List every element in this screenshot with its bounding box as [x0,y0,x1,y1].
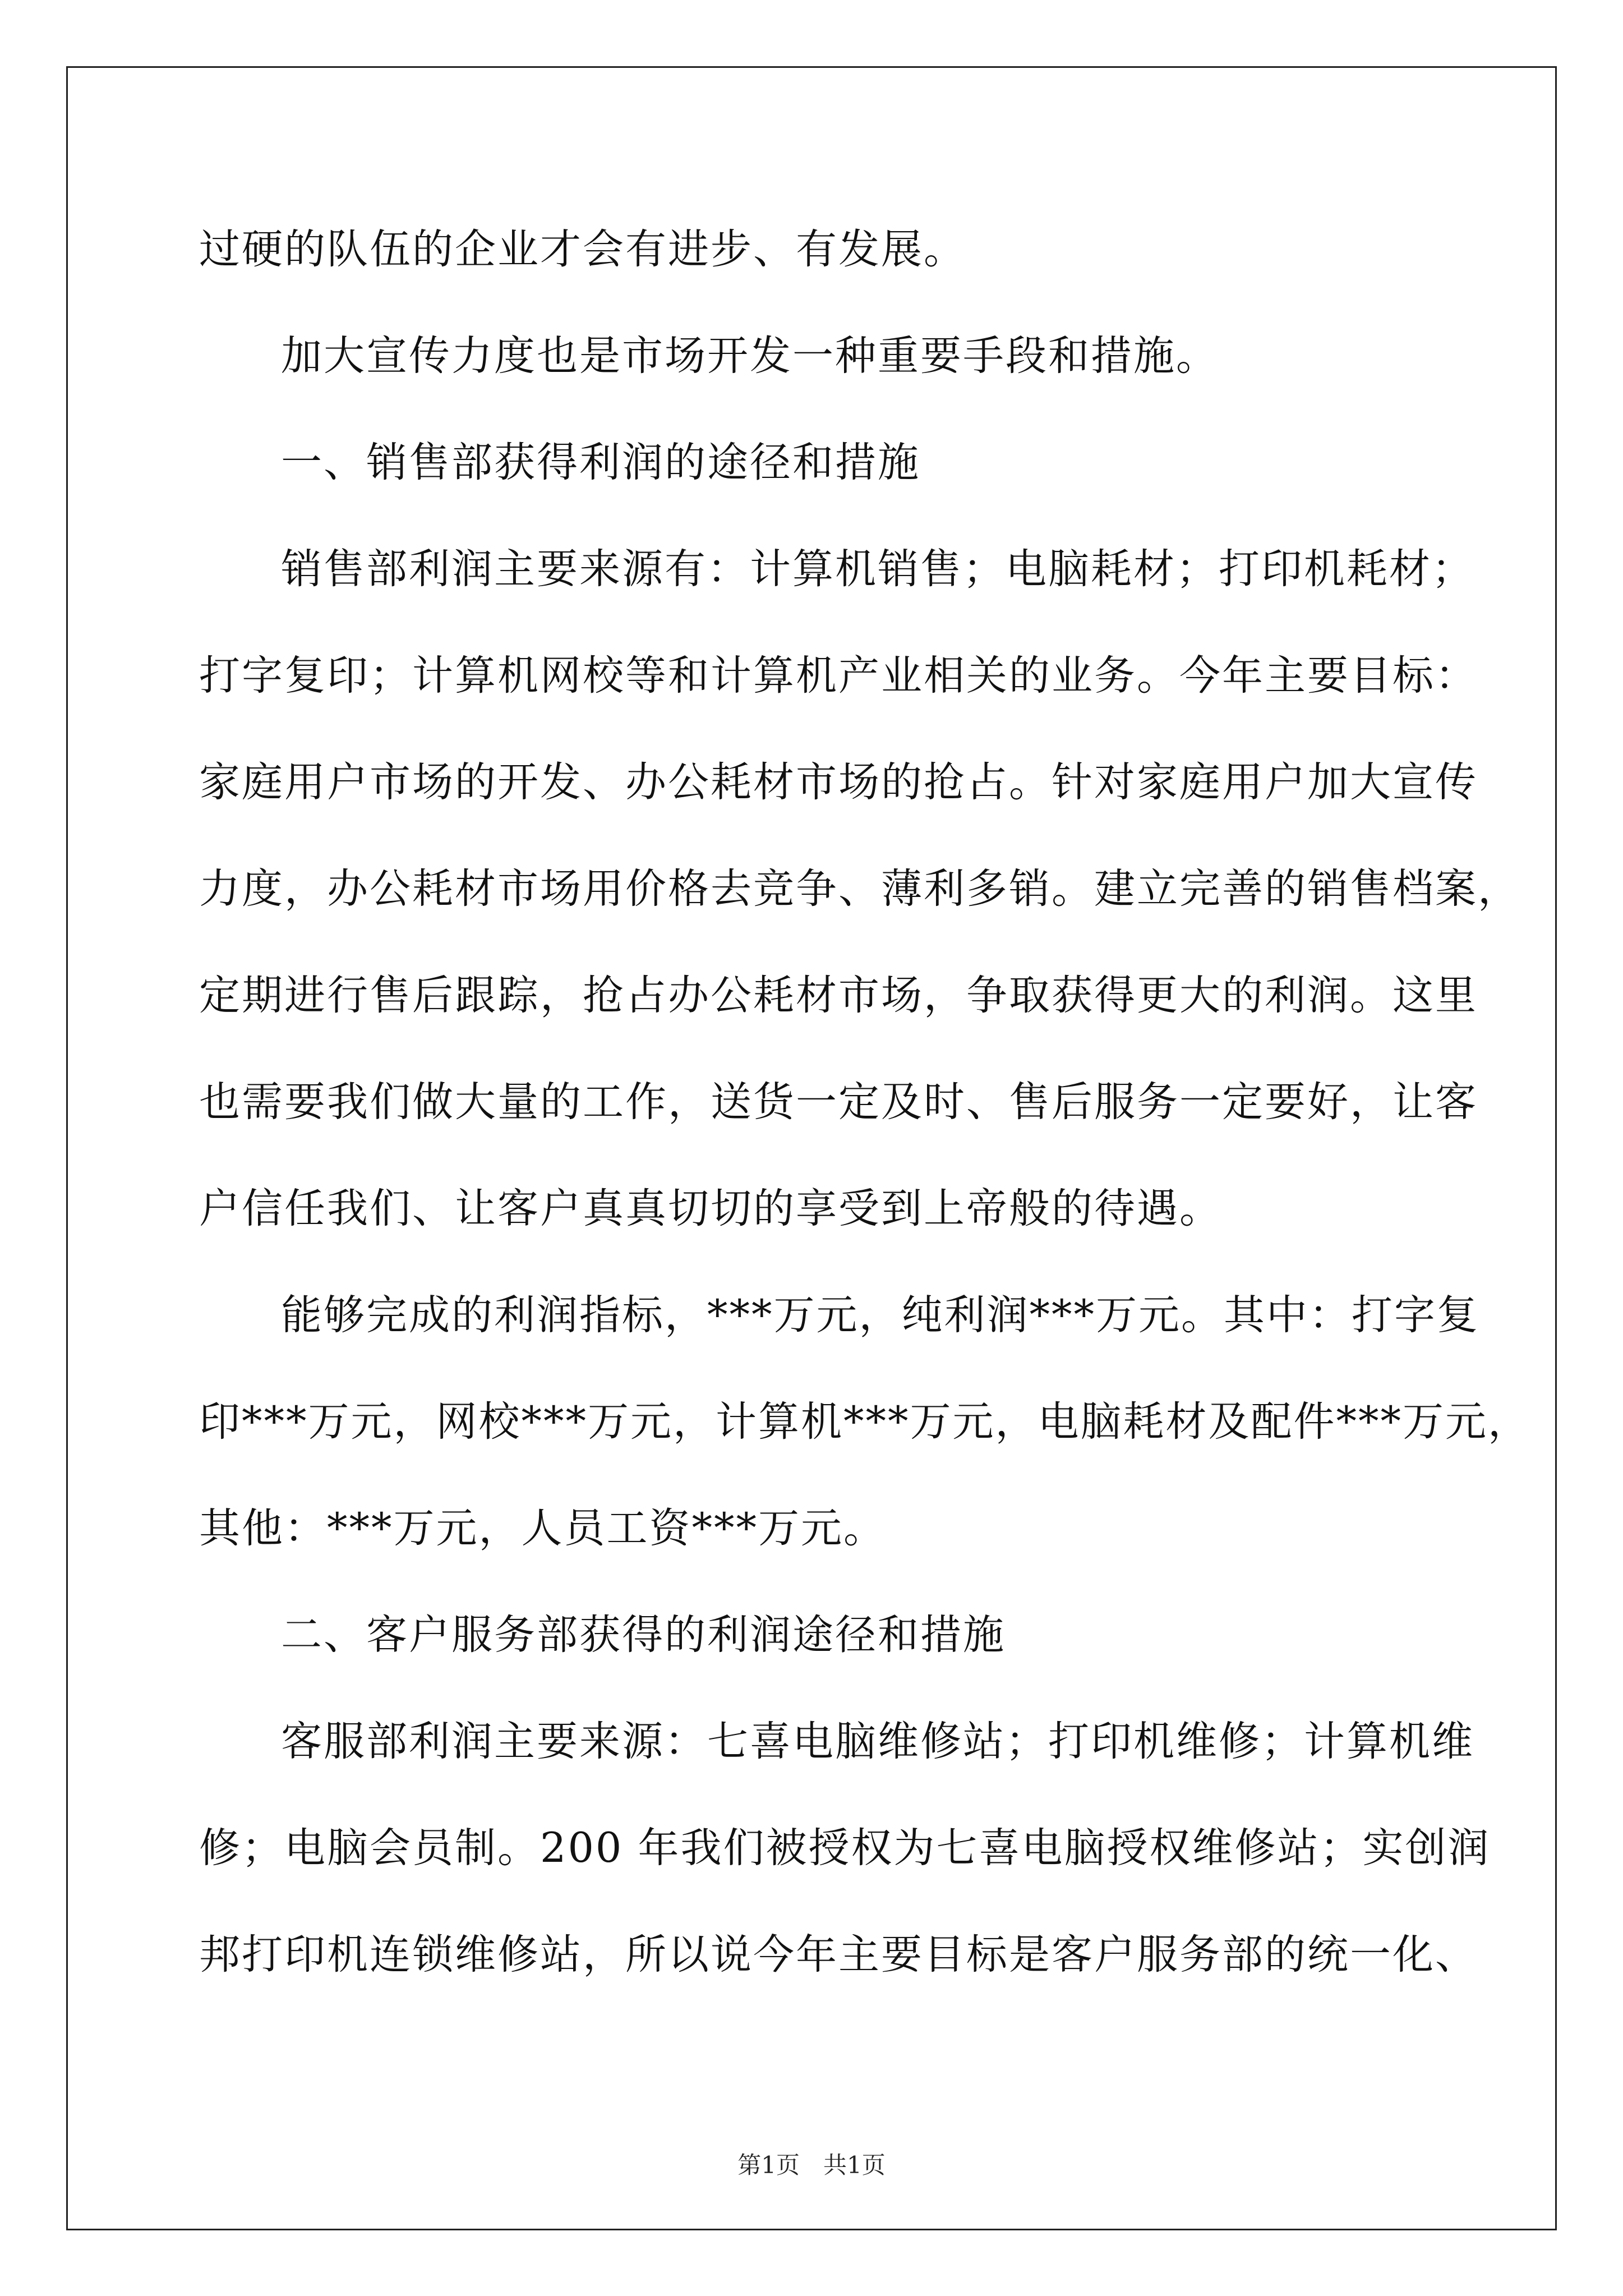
text-line: 邦打印机连锁维修站，所以说今年主要目标是客户服务部的统一化、 [199,1931,1478,1978]
text-line: 印***万元，网校***万元，计算机***万元，电脑耗材及配件***万元， [199,1398,1530,1446]
section-heading: 二、客户服务部获得的利润途径和措施 [281,1611,1006,1659]
text-line: 客服部利润主要来源：七喜电脑维修站；打印机维修；计算机维 [281,1718,1474,1765]
text-line: 销售部利润主要来源有：计算机销售；电脑耗材；打印机耗材； [281,545,1474,593]
text-line: 力度，办公耗材市场用价格去竞争、薄利多销。建立完善的销售档案， [199,865,1520,913]
page-border [66,66,1557,2230]
text-line: 能够完成的利润指标，***万元，纯利润***万元。其中：打字复 [281,1291,1479,1339]
text-line: 修；电脑会员制。200 年我们被授权为七喜电脑授权维修站；实创润 [199,1824,1491,1872]
text-line: 加大宣传力度也是市场开发一种重要手段和措施。 [281,332,1219,380]
text-line: 也需要我们做大量的工作，送货一定及时、售后服务一定要好，让客 [199,1078,1478,1126]
text-line: 户信任我们、让客户真真切切的享受到上帝般的待遇。 [199,1185,1222,1232]
text-line: 其他：***万元，人员工资***万元。 [199,1504,886,1552]
text-line: 过硬的队伍的企业才会有进步、有发展。 [199,226,966,273]
page-number: 第1页 共1页 [737,2151,886,2179]
section-heading: 一、销售部获得利润的途径和措施 [281,439,920,486]
text-line: 定期进行售后跟踪，抢占办公耗材市场，争取获得更大的利润。这里 [199,972,1478,1019]
text-line: 家庭用户市场的开发、办公耗材市场的抢占。针对家庭用户加大宣传 [199,758,1478,806]
text-line: 打字复印；计算机网校等和计算机产业相关的业务。今年主要目标： [199,652,1478,700]
